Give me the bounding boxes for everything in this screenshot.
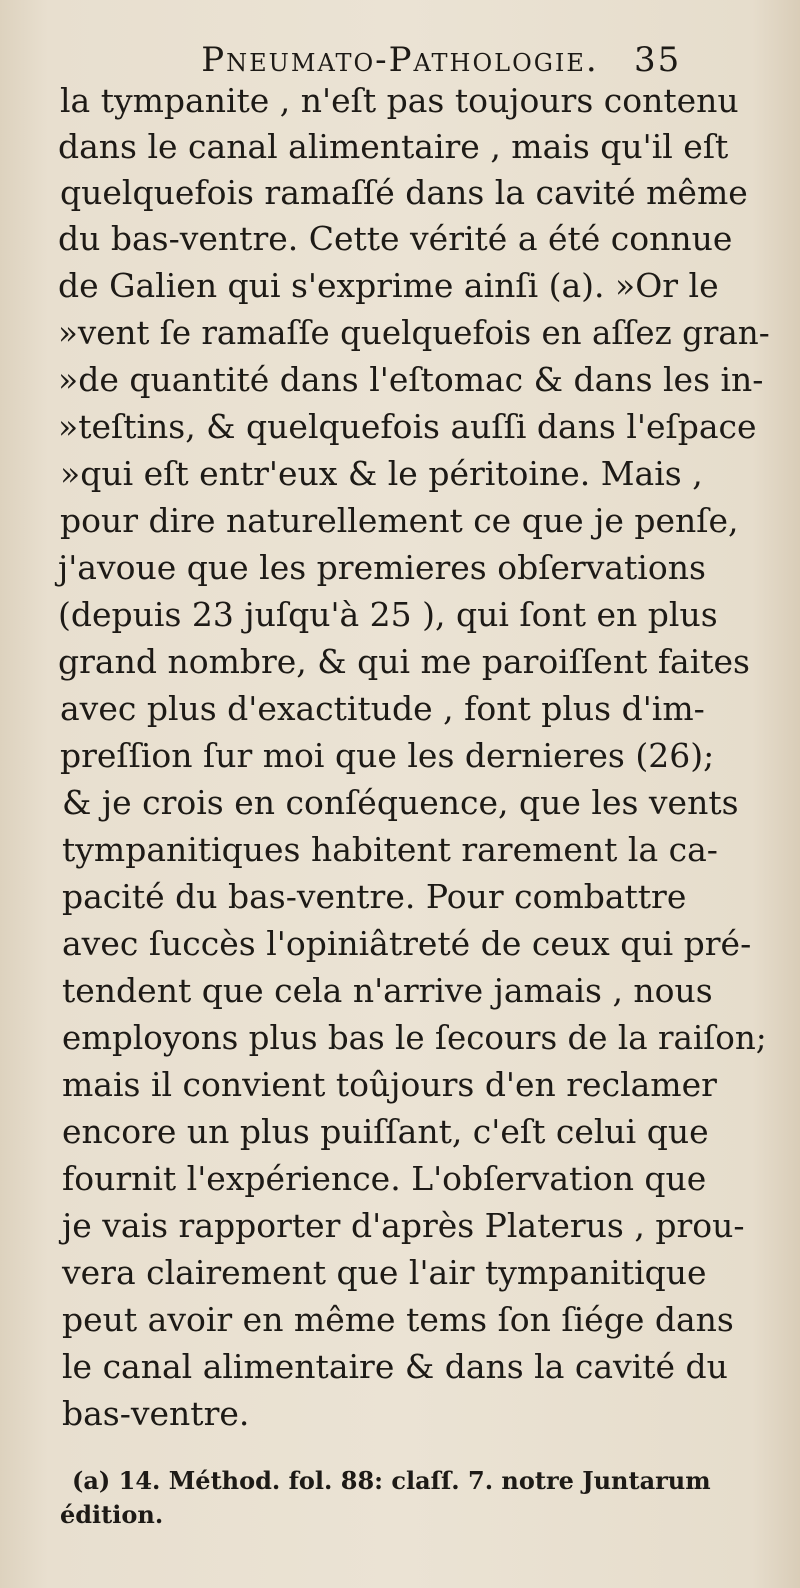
- text-line: employons plus bas le ſecours de la raiſon;: [62, 1019, 767, 1057]
- text-line: de Galien qui s'exprime ainſi (a). »Or le: [58, 266, 719, 305]
- text-line: tendent que cela n'arrive jamais , nous: [62, 971, 713, 1010]
- text-line: j'avoue que les premieres obſervations: [58, 548, 706, 587]
- text-line: mais il convient toûjours d'en reclamer: [62, 1065, 717, 1104]
- text-line: quelquefois ramaſſé dans la cavité même: [60, 173, 748, 212]
- text-line: grand nombre, & qui me paroiſſent faites: [58, 642, 750, 681]
- text-line: tympanitiques habitent rarement la ca-: [62, 830, 718, 869]
- text-line: vera clairement que l'air tympanitique: [62, 1253, 707, 1292]
- running-title: Pneumato-Pathologie.: [201, 40, 599, 80]
- text-line: dans le canal alimentaire , mais qu'il eſt: [58, 127, 729, 166]
- text-line: avec ſuccès l'opiniâtreté de ceux qui pré-: [62, 924, 752, 963]
- text-line: encore un plus puiſſant, c'eſt celui que: [62, 1112, 709, 1151]
- text-line: du bas-ventre. Cette vérité a été connue: [58, 219, 733, 258]
- text-line: pour dire naturellement ce que je penſe,: [60, 501, 739, 540]
- text-line: le canal alimentaire & dans la cavité du: [62, 1347, 728, 1386]
- text-line: preſſion ſur moi que les dernieres (26);: [60, 736, 715, 775]
- text-line: & je crois en conſéquence, que les vents: [62, 783, 739, 822]
- text-line: avec plus d'exactitude , font plus d'im-: [60, 689, 705, 728]
- text-line: (depuis 23 juſqu'à 25 ), qui ſont en plus: [58, 595, 718, 634]
- footnote-line: (a) 14. Méthod. fol. 88: claſſ. 7. notre Juntarum: [72, 1466, 711, 1495]
- text-line: »teſtins, & quelquefois auſſi dans l'eſpace: [58, 407, 757, 446]
- text-line: je vais rapporter d'après Platerus , prou-: [62, 1206, 745, 1245]
- page-header: [0, 40, 800, 80]
- text-line: pacité du bas-ventre. Pour combattre: [62, 877, 687, 916]
- text-line: »de quantité dans l'eſtomac & dans les in-: [58, 360, 764, 399]
- text-line: peut avoir en même tems ſon ſiége dans: [62, 1300, 734, 1339]
- footnote-line: édition.: [60, 1500, 164, 1529]
- text-line: »vent ſe ramaſſe quelquefois en aſſez gran-: [58, 314, 770, 352]
- text-line: »qui eſt entr'eux & le péritoine. Mais ,: [60, 454, 703, 493]
- text-line: fournit l'expérience. L'obſervation que: [62, 1159, 707, 1198]
- text-line: bas-ventre.: [62, 1394, 250, 1433]
- page-number: 35: [634, 40, 682, 80]
- text-line: la tympanite , n'eſt pas toujours contenu: [60, 81, 739, 120]
